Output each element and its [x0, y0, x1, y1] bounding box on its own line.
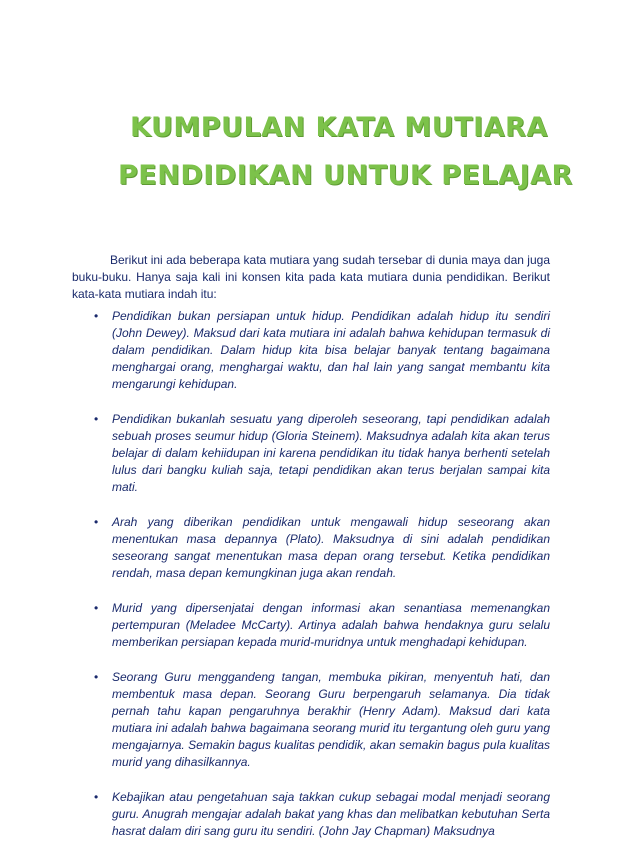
bullet-icon: • [94, 412, 99, 426]
list-item [72, 669, 550, 771]
quote-text: Arah yang diberikan pendidikan untuk mengawali hidup seseorang akan menentukan masa depannya (Plato). Maksudnya di sini adalah pendidikan seseorang sangat menentukan masa depan orang tersebut. Ketika pendidikan rendah, masa depan kemungkinan juga akan rendah. [112, 515, 550, 580]
quote-text: Pendidikan bukan persiapan untuk hidup. Pendidikan adalah hidup itu sendiri (John Dewey). Maksud dari kata mutiara ini adalah bahwa kehidupan termasuk di dalam pendidikan. Dalam hidup kita bisa belajar banyak tentang bagaimana menghargai orang, menghargai waktu, dan hal lain yang sangat membantu kita mengarungi kehidupan. [112, 309, 550, 391]
quote-text: Pendidikan bukanlah sesuatu yang diperoleh seseorang, tapi pendidikan adalah sebuah proses seumur hidup (Gloria Steinem). Maksudnya adalah kita akan terus belajar di dalam kehiidupan ini karena pendidikan itu tidak hanya berhenti setelah lulus dari bangku kuliah saja, tetapi pendidikan akan terus berjalan sampai kita mati. [112, 412, 550, 494]
title-line-1: KUMPULAN KATA MUTIARA [130, 112, 548, 143]
list-item [72, 411, 550, 496]
bullet-icon: • [94, 515, 99, 529]
list-item [72, 600, 550, 651]
quote-text: Murid yang dipersenjatai dengan informasi akan senantiasa memenangkan pertempuran (Meladee McCarty). Artinya adalah bahwa hendaknya guru selalu memberikan persiapan kepada murid-muridnya untuk menghadapi kehidupan. [112, 601, 550, 649]
quote-list [72, 308, 550, 858]
quote-text: Seorang Guru menggandeng tangan, membuka pikiran, menyentuh hati, dan membentuk masa depan. Seorang Guru berpengaruh selamanya. Dia tidak pernah tahu kapan pengaruhnya berakhir (Henry Adam). Maksud dari kata mutiara ini adalah bahwa bagaimana seorang murid itu tergantung oleh guru yang mengajarnya. Semakin bagus kualitas pendidik, akan semakin bagus pula kualitas murid yang dihasilkannya. [112, 670, 550, 769]
list-item [72, 308, 550, 393]
bullet-icon: • [94, 601, 99, 615]
bullet-icon: • [94, 670, 99, 684]
list-item [72, 514, 550, 582]
quote-text: Kebajikan atau pengetahuan saja takkan cukup sebagai modal menjadi seorang guru. Anugrah mengajar adalah bakat yang khas dan melibatkan kebutuhan Serta hasrat dalam diri sang guru itu sendiri. (John Jay Chapman) Maksudnya [112, 790, 550, 838]
bullet-icon: • [94, 790, 99, 804]
intro-paragraph: Berikut ini ada beberapa kata mutiara yang sudah tersebar di dunia maya dan juga buku-buku. Hanya saja kali ini konsen kita pada kata mutiara dunia pendidikan. Berikut kata-kata mutiara indah itu: [72, 253, 550, 301]
list-item [72, 789, 550, 840]
bullet-icon: • [94, 309, 99, 323]
title-line-2: PENDIDIKAN UNTUK PELAJAR [118, 160, 573, 191]
